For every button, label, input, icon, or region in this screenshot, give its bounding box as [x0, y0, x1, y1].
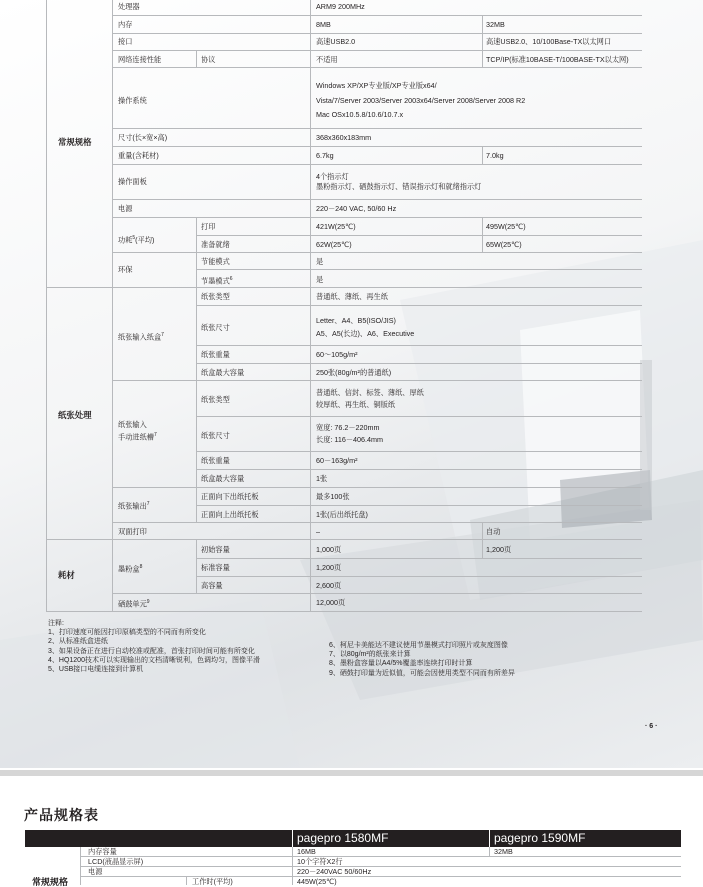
drum-label: 硒鼓单元: [118, 599, 147, 609]
label-drum: [118, 598, 150, 608]
notes-right: [329, 641, 515, 678]
note-item: 3、如果设备正在进行自动校准或配准，首张打印时间可能有所变化: [48, 647, 255, 655]
value-initial-capacity-2: 1,200页: [486, 545, 512, 554]
value-weight-2: 7.0kg: [486, 151, 504, 160]
value-paper-type: 普通纸、薄纸、再生纸: [316, 292, 388, 301]
footnote-marker: 7: [161, 332, 164, 338]
value-standard-capacity: 1,200页: [316, 563, 342, 572]
sublabel-initial-capacity: 初始容量: [201, 545, 230, 554]
model-name-2: pagepro 1590MF: [494, 831, 586, 845]
output-label: 纸张输出: [118, 501, 147, 511]
value-memory-2: 32MB: [486, 20, 505, 29]
value-drum: 12,000页: [316, 598, 346, 607]
sublabel-manual-paper-size: 纸张尺寸: [201, 431, 230, 440]
value-interface-2: 高速USB2.0、10/100Base-TX以太网口: [486, 37, 612, 46]
label-interface: 接口: [118, 37, 133, 46]
category-general: 常规规格: [58, 137, 92, 147]
label-processor: 处理器: [118, 2, 140, 11]
value-ready-power-2: 65W(25℃): [486, 240, 522, 249]
type-line: 较厚纸、再生纸、铜版纸: [316, 400, 396, 409]
value-manual-paper-weight: 60－163g/m²: [316, 456, 358, 465]
value-manual-capacity: 1张: [316, 474, 328, 483]
manual-label-a: 纸张输入: [118, 420, 147, 429]
page2-title: 产品规格表: [24, 807, 99, 823]
page2-value-memory-2: 32MB: [494, 847, 513, 856]
os-line: Mac OSx10.5.8/10.6/10.7.x: [316, 110, 404, 119]
panel-line: 4个指示灯: [316, 172, 349, 181]
model-name-1: pagepro 1580MF: [297, 831, 389, 845]
value-tray-capacity: 250张(80g/m²的普通纸): [316, 368, 392, 377]
value-dimensions: 368x360x183mm: [316, 133, 372, 142]
sublabel-high-capacity: 高容量: [201, 581, 223, 590]
value-network-2: TCP/IP(标准10BASE-T/100BASE-TX以太网): [486, 55, 629, 64]
os-line: Vista/7/Server 2003/Server 2003x64/Server 2008/Server 2008 R2: [316, 95, 526, 105]
label-eco: 环保: [118, 265, 133, 274]
sublabel-manual-paper-type: 纸张类型: [201, 395, 230, 404]
note-item: 7、以80g/m²的纸张来计算: [329, 651, 411, 659]
label-os: 操作系统: [118, 96, 147, 105]
type-line: 普通纸、信封、标签、薄纸、厚纸: [316, 388, 424, 397]
sublabel-power-save: 节能模式: [201, 257, 230, 266]
power-suffix: (平均): [135, 235, 155, 245]
value-print-power-1: 421W(25℃): [316, 222, 356, 231]
label-control-panel: 操作面板: [118, 177, 147, 186]
note-item: 1、打印速度可能因打印原稿类型的不同而有所变化: [48, 629, 206, 637]
notes-left: [48, 619, 260, 674]
value-high-capacity: 2,600页: [316, 581, 342, 590]
page2-value-power: 220－240VAC 50/60Hz: [297, 867, 372, 876]
value-toner-save: 是: [316, 275, 324, 284]
page2-category: 常规规格: [32, 877, 69, 887]
value-print-power-2: 495W(25℃): [486, 222, 526, 231]
sublabel-standard-capacity: 标准容量: [201, 563, 230, 572]
value-face-down-tray: 最多100张: [316, 492, 350, 501]
sublabel-ready: 准备就绪: [201, 240, 230, 249]
footnote-marker: 6: [229, 276, 233, 282]
value-face-up-tray: 1张(后出纸托盘): [316, 510, 368, 519]
page2-label-lcd: LCD(液晶显示屏): [88, 857, 144, 866]
notes-title: 注释:: [48, 620, 64, 627]
panel-line: 墨粉指示灯、硒鼓指示灯、错误指示灯和就绪指示灯: [316, 181, 482, 191]
value-power-save: 是: [316, 257, 324, 266]
footnote-marker: 9: [146, 599, 150, 605]
label-power-consumption: [118, 234, 154, 244]
os-line: Windows XP/XP专业版/XP专业版x64/: [316, 81, 437, 90]
label-dimensions: 尺寸(长×宽×高): [118, 133, 168, 142]
value-duplex-1: –: [316, 527, 320, 536]
value-initial-capacity-1: 1,000页: [316, 545, 342, 554]
value-ready-power-1: 62W(25℃): [316, 240, 352, 249]
value-memory-1: 8MB: [316, 20, 331, 29]
sublabel-face-up-tray: 正面向上出纸托板: [201, 510, 259, 519]
value-network-1: 不适用: [316, 55, 338, 64]
page-number: · 6 ·: [645, 723, 658, 730]
sublabel-paper-size: 纸张尺寸: [201, 323, 230, 332]
note-item: 8、墨粉盒容量以A4/5%覆盖率连续打印时计算: [329, 660, 473, 668]
sublabel-toner-save: [201, 275, 233, 285]
footnote-marker: 7: [153, 432, 157, 438]
page2-value-memory-1: 16MB: [297, 847, 316, 856]
page2-label-power: 电源: [88, 867, 103, 876]
note-item: 2、从标准纸盒进纸: [48, 638, 108, 646]
size-line: Letter、A4、B5(ISO/JIS): [316, 316, 396, 325]
page2-value-lcd: 10个字符X2行: [297, 857, 343, 866]
size-line: 宽度: 76.2－220mm: [316, 423, 380, 432]
power-label: 功耗: [118, 235, 133, 245]
sublabel-paper-weight: 纸张重量: [201, 350, 230, 359]
label-network: 网络连接性能: [118, 55, 162, 64]
size-line: 长度: 116－406.4mm: [316, 435, 383, 444]
page2-value-operating: 445W(25℃): [297, 877, 337, 886]
label-manual-feed: [118, 420, 157, 442]
value-processor: ARM9 200MHz: [316, 2, 365, 11]
size-line: A5、A5(长边)、A6、Executive: [316, 329, 415, 338]
sublabel-tray-capacity: 纸盒最大容量: [201, 368, 245, 377]
toner-save-label: 节墨模式: [201, 276, 230, 286]
note-item: 4、HQ1200技术可以实现输出的文档清晰锐利，色调均匀，图像平滑: [48, 656, 260, 664]
value-weight-1: 6.7kg: [316, 151, 334, 160]
note-item: 6、柯尼卡美能达不建议使用节墨模式打印照片或灰度图像: [329, 642, 508, 649]
value-os: [316, 79, 525, 123]
tray-label: 纸张输入纸盒: [118, 332, 162, 342]
value-paper-weight: 60～105g/m²: [316, 350, 358, 359]
sublabel-manual-paper-weight: 纸张重量: [201, 456, 230, 465]
category-consumables: 耗材: [58, 570, 75, 580]
value-manual-paper-size: [316, 422, 383, 446]
label-duplex: 双面打印: [118, 527, 147, 536]
toner-label: 墨粉盒: [118, 564, 140, 574]
note-item: 9、硒鼓打印量为近似值，可能会因使用类型不同而有所差异: [329, 669, 515, 677]
footnote-marker: 8: [139, 564, 143, 570]
label-input-tray: [118, 331, 164, 341]
value-duplex-2: 自动: [486, 527, 501, 536]
sublabel-face-down-tray: 正面向下出纸托板: [201, 492, 259, 501]
label-output: [118, 500, 150, 510]
note-item: 5、USB接口电缆连接到计算机: [48, 666, 144, 674]
label-power-supply: 电源: [118, 204, 133, 213]
value-power-supply: 220－240 VAC, 50/60 Hz: [316, 204, 397, 213]
page2-label-memory: 内存容量: [88, 847, 117, 856]
footnote-marker: 5: [132, 235, 136, 241]
sublabel-print: 打印: [201, 222, 216, 231]
value-interface-1: 高速USB2.0: [316, 37, 356, 46]
value-control-panel: [316, 172, 481, 191]
category-paper-handling: 纸张处理: [58, 410, 92, 420]
footnote-marker: 7: [146, 501, 150, 507]
page2-sublabel-operating: 工作时(平均): [192, 877, 233, 886]
sublabel-manual-capacity: 纸盒最大容量: [201, 474, 245, 483]
label-protocol: 协议: [201, 55, 216, 64]
value-manual-paper-type: [316, 387, 424, 411]
label-weight: 重量(含耗材): [118, 151, 159, 160]
value-paper-size: [316, 314, 414, 340]
sublabel-paper-type: 纸张类型: [201, 292, 230, 301]
manual-label-b: 手动进纸槽: [118, 432, 154, 442]
label-memory: 内存: [118, 20, 133, 29]
label-toner: [118, 563, 142, 573]
